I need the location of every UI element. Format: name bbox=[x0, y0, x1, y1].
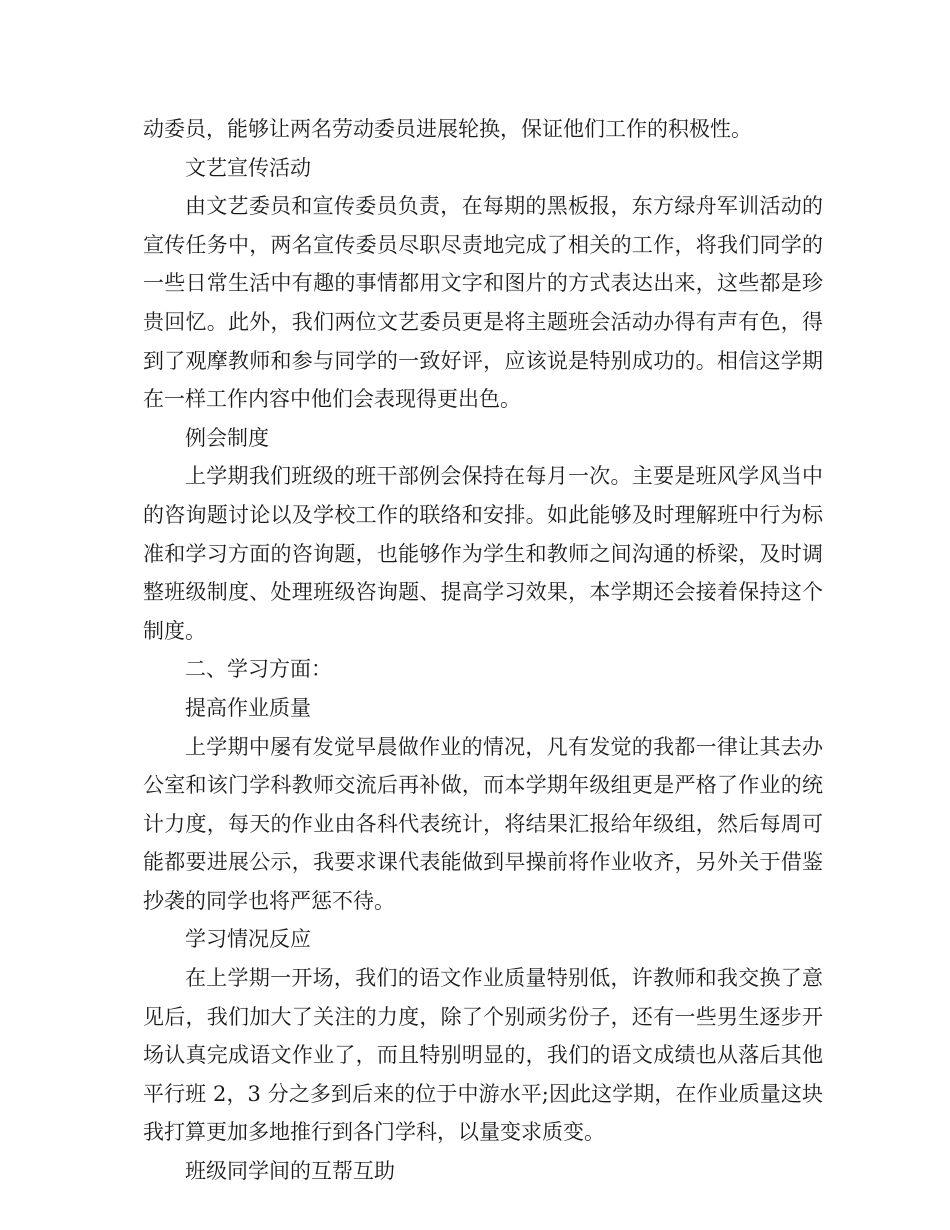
section-heading-study: 二、学习方面： bbox=[185, 657, 332, 682]
section-heading-mutual-help: 班级同学间的互帮互助 bbox=[185, 1159, 395, 1184]
section-heading-meeting-system: 例会制度 bbox=[185, 425, 269, 450]
paragraph-study-feedback: 在上学期一开场，我们的语文作业质量特别低，许教师和我交换了意见后，我们加大了关注的力度，除了个别顽劣份子，还有一些男生逐步开场认真完成语文作业了，而且特别明显的，我们的语文成绩也从落后其他平行班 2，3 分之多到后来的位于中游水平;因此这学期，在作业质量这块我打算更加多地推行到各门学科，以量变求质变。 bbox=[143, 966, 823, 1145]
document-body bbox=[143, 110, 823, 1191]
paragraph-meeting-system: 上学期我们班级的班干部例会保持在每月一次。主要是班风学风当中的咨询题讨论以及学校工作的联络和安排。如此能够及时理解班中行为标准和学习方面的咨询题，也能够作为学生和教师之间沟通的桥梁，及时调整班级制度、处理班级咨询题、提高学习效果，本学期还会接着保持这个制度。 bbox=[143, 464, 823, 643]
paragraph-continuation: 动委员，能够让两名劳动委员进展轮换，保证他们工作的积极性。 bbox=[143, 117, 752, 141]
section-heading-study-feedback: 学习情况反应 bbox=[185, 927, 311, 952]
paragraph-homework-quality: 上学期中屡有发觉早晨做作业的情况，凡有发觉的我都一律让其去办公室和该门学科教师交流后再补做，而本学期年级组更是严格了作业的统计力度，每天的作业由各科代表统计，将结果汇报给年级组，然后每周可能都要进展公示，我要求课代表能做到早操前将作业收齐，另外关于借鉴抄袭的同学也将严惩不待。 bbox=[143, 734, 823, 913]
section-heading-arts-promotion: 文艺宣传活动 bbox=[185, 155, 311, 180]
section-heading-homework-quality: 提高作业质量 bbox=[185, 695, 311, 720]
paragraph-arts-promotion: 由文艺委员和宣传委员负责，在每期的黑板报，东方绿舟军训活动的宣传任务中，两名宣传委员尽职尽责地完成了相关的工作，将我们同学的一些日常生活中有趣的事情都用文字和图片的方式表达出来，这些都是珍贵回忆。此外，我们两位文艺委员更是将主题班会活动办得有声有色，得到了观摩教师和参与同学的一致好评，应该说是特别成功的。相信这学期在一样工作内容中他们会表现得更出色。 bbox=[143, 194, 823, 412]
